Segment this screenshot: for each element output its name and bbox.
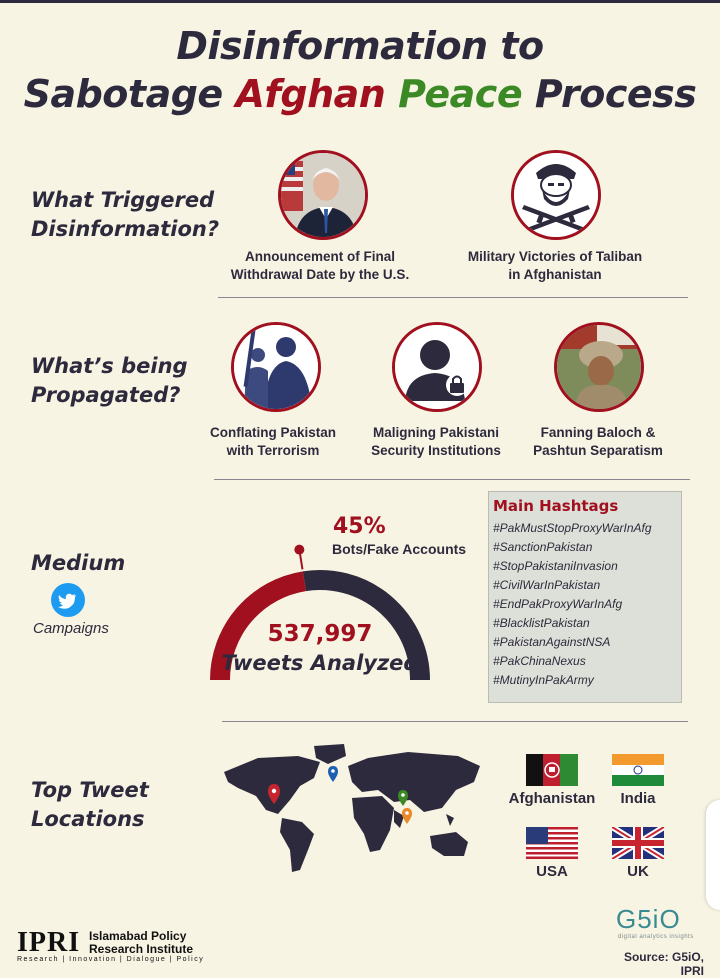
militant-rifles-icon <box>511 150 601 240</box>
gauge-marker-dot <box>294 545 304 555</box>
locations-heading: Top Tweet Locations <box>31 778 149 831</box>
country-label: UK <box>627 863 649 880</box>
top-border <box>0 0 720 3</box>
hashtag-item: #StopPakistaniInvasion <box>493 559 618 573</box>
source-note: Source: G5iO, IPRI <box>623 950 704 978</box>
hashtag-item: #CivilWarInPakistan <box>493 578 601 592</box>
propagated-caption-1: Conflating Pakistan with Terrorism <box>209 425 336 458</box>
title-afghan: Afghan <box>235 72 386 116</box>
president-portrait <box>278 150 368 240</box>
page-title-line1: Disinformation to <box>176 24 544 68</box>
ipri-name: Islamabad Policy Research Institute <box>89 929 194 956</box>
page-edge-tab <box>706 800 720 910</box>
propagated-heading: What’s being Propagated? <box>31 354 188 407</box>
medium-heading: Medium <box>31 551 126 575</box>
uk-flag <box>612 827 664 859</box>
hashtag-item: #PakistanAgainstNSA <box>493 635 611 649</box>
ipri-logo: IPRI <box>17 927 81 958</box>
trigger-caption-2: Military Victories of Taliban in Afghanistan <box>467 249 643 282</box>
armed-silhouettes-icon <box>231 322 321 412</box>
medium-sub: Campaigns <box>33 620 109 637</box>
propagated-caption-3: Fanning Baloch & Pashtun Separatism <box>533 425 663 458</box>
page-title-line2: Sabotage Afghan Peace Process <box>23 72 697 116</box>
map-pin-afghanistan <box>398 790 408 806</box>
twitter-icon <box>51 583 85 617</box>
map-pin-uk <box>328 766 338 782</box>
afghanistan-flag <box>526 754 578 786</box>
map-pin-india <box>402 808 412 824</box>
trigger-caption-1: Announcement of Final Withdrawal Date by the U.S. <box>230 249 410 282</box>
bots-percent: 45% <box>333 514 386 539</box>
hashtag-item: #BlacklistPakistan <box>493 616 590 630</box>
world-map <box>218 738 498 883</box>
user-lock-icon <box>392 322 482 412</box>
g5io-tagline: digital analytics insights <box>618 934 694 940</box>
hashtag-title: Main Hashtags <box>493 497 619 515</box>
hashtag-item: #MutinyInPakArmy <box>493 673 594 687</box>
tribesman-portrait <box>554 322 644 412</box>
divider <box>214 479 690 480</box>
india-flag <box>612 754 664 786</box>
triggers-heading: What Triggered Disinformation? <box>31 188 220 241</box>
divider <box>222 721 688 722</box>
hashtag-item: #PakChinaNexus <box>493 654 586 668</box>
hashtag-item: #EndPakProxyWarInAfg <box>493 597 623 611</box>
propagated-caption-2: Maligning Pakistani Security Institutions <box>371 425 501 458</box>
bots-caption: Bots/Fake Accounts <box>332 541 467 557</box>
divider <box>218 297 688 298</box>
g5io-logo: G5iO <box>616 904 681 934</box>
title-peace: Peace <box>398 72 523 116</box>
country-label: India <box>620 790 656 807</box>
usa-flag <box>526 827 578 859</box>
tweets-count: 537,997 <box>267 621 373 647</box>
hashtag-item: #PakMustStopProxyWarInAfg <box>493 521 652 535</box>
tweets-caption: Tweets Analyzed <box>221 651 419 675</box>
hashtag-item: #SanctionPakistan <box>493 540 593 554</box>
country-label: Afghanistan <box>508 790 596 807</box>
country-label: USA <box>536 863 568 880</box>
ipri-tagline: Research | Innovation | Dialogue | Policy <box>17 956 205 963</box>
